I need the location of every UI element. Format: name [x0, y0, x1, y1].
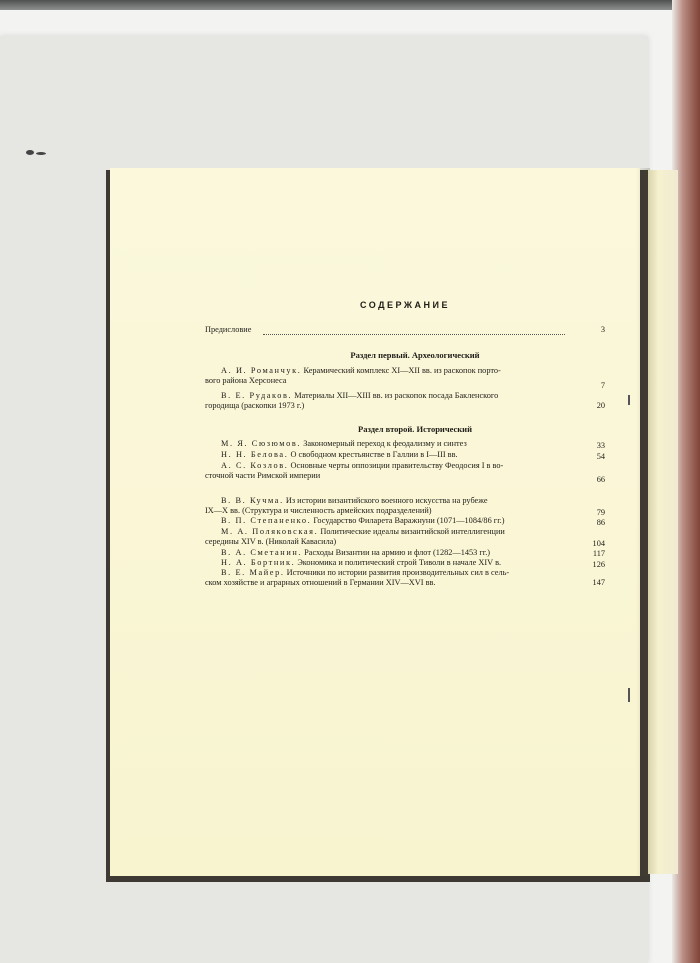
entry-title-line: Из истории византийского военного искусства на рубеже	[285, 496, 488, 505]
toc-page-number: 117	[592, 549, 605, 558]
entry-title-line: Материалы XII—XIII вв. из раскопок посада Бакленского	[294, 391, 499, 400]
entry-title-line: середины XIV в. (Николай Кавасила)	[205, 537, 337, 546]
toc-page-number: 54	[596, 452, 605, 461]
entry-title-line: Расходы Византии на армию и флот (1282—1453 гг.)	[304, 548, 491, 557]
toc-page-number: 3	[600, 325, 605, 334]
entry-title-line: Экономика и политический строй Тиволи в начале XIV в.	[297, 558, 502, 567]
entry-author: В. Е. Рудаков.	[221, 391, 293, 400]
toc-leader	[263, 328, 565, 335]
toc-entry	[221, 516, 581, 526]
scanner-top-edge	[0, 0, 700, 10]
entry-author: Н. Н. Белова.	[221, 450, 289, 459]
toc-page-number: 66	[596, 475, 605, 484]
entry-title-line: Закономерный переход к феодализму и синтез	[303, 439, 467, 448]
toc-page-number: 20	[596, 401, 605, 410]
entry-author: Н. А. Бортник.	[221, 558, 296, 567]
toc-entry	[221, 568, 581, 578]
toc-entry	[221, 366, 581, 376]
entry-author: А. С. Козлов.	[221, 461, 289, 470]
toc-page-number: 33	[596, 441, 605, 450]
entry-title-line: сточной части Римской империи	[205, 471, 321, 480]
section-heading: Раздел первый. Археологический	[350, 350, 480, 360]
entry-author: А. И. Романчук.	[221, 366, 302, 375]
toc-entry	[221, 461, 581, 471]
toc-page-number: 147	[592, 578, 605, 587]
entry-title-line: Основные черты оппозиции правительству Феодосия I в во-	[290, 461, 504, 470]
toc-page-number: 7	[600, 381, 605, 390]
toc-entry	[221, 450, 581, 460]
entry-title-line: городища (раскопки 1973 г.)	[205, 401, 305, 410]
scan-speck	[36, 152, 46, 155]
entry-author: М. А. Поляковская.	[221, 527, 319, 536]
toc-preface-label: Предисловие	[205, 325, 252, 334]
toc-page-number: 79	[596, 508, 605, 517]
entry-title-line: ском хозяйстве и аграрных отношений в Германии XIV—XVI вв.	[205, 578, 436, 587]
section-heading: Раздел второй. Исторический	[358, 424, 472, 434]
entry-title-line: Государство Филарета Варажнуни (1071—1084/86 гг.)	[313, 516, 505, 525]
entry-author: М. Я. Сюзюмов.	[221, 439, 302, 448]
toc-page-number: 126	[592, 560, 605, 569]
toc-title: СОДЕРЖАНИЕ	[359, 300, 451, 310]
entry-author: В. В. Кучма.	[221, 496, 284, 505]
entry-author: В. П. Степаненко.	[221, 516, 312, 525]
scan-speck	[26, 150, 34, 155]
entry-title-line: Источники по истории развития производительных сил в сель-	[286, 568, 510, 577]
toc-entry	[221, 391, 581, 401]
toc-entry	[221, 496, 581, 506]
toc-page-number: 104	[592, 539, 605, 548]
toc-entry	[221, 527, 581, 537]
entry-title-line: Политические идеалы византийской интеллигенции	[320, 527, 505, 536]
entry-author: В. А. Сметанин.	[221, 548, 303, 557]
toc-page-number: 86	[596, 518, 605, 527]
entry-title-line: IX—X вв. (Структура и численность армейских подразделений)	[205, 506, 432, 515]
entry-author: В. Е. Майер.	[221, 568, 285, 577]
entry-title-line: Керамический комплекс XI—XII вв. из раскопок порто-	[303, 366, 501, 375]
entry-title-line: вого района Херсонеса	[205, 376, 287, 385]
toc-entry	[221, 439, 581, 449]
page-mark	[628, 688, 630, 702]
facing-page-edge	[648, 170, 678, 874]
toc-entry	[221, 548, 581, 558]
page-mark	[628, 395, 630, 405]
toc-entry	[221, 558, 581, 568]
entry-title-line: О свободном крестьянстве в Галлии в I—III вв.	[290, 450, 458, 459]
